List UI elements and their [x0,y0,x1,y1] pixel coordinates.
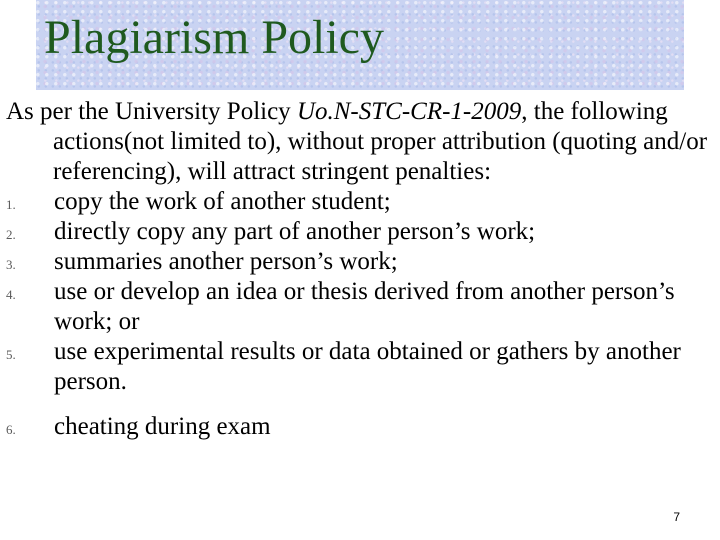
list-item-number: 3. [6,257,16,272]
list-item-number: 1. [6,197,16,212]
list-item-number: 5. [6,347,16,362]
list-item [6,412,714,442]
policy-code: Uo.N-STC-CR-1-2009 [296,98,522,125]
list-item [6,247,714,277]
page-number: 7 [673,510,680,524]
list-item-text: copy the work of another student; [54,188,391,215]
list-item-text: cheating during exam [54,413,271,440]
list-item [6,217,714,247]
list-item-number: 6. [6,422,16,437]
intro-paragraph [6,97,714,187]
list-item-text: directly copy any part of another person’s work; [54,218,536,245]
slide-body [6,97,714,442]
list-item [6,337,714,397]
intro-text-start: As per the University Policy [6,98,297,125]
list-item-text: use or develop an idea or thesis derived from another person’s work; or [54,278,675,335]
list-item-text: summaries another person’s work; [54,248,398,275]
list-item-text: use experimental results or data obtained or gathers by another person. [54,338,681,395]
list-item [6,187,714,217]
intro-text-end: , the following actions(not limited to), without proper attribution (quoting and/or referencing), will attract stringent penalties: [53,98,708,185]
slide-title: Plagiarism Policy [44,11,384,64]
list-item-number: 2. [6,227,16,242]
list-item-number: 4. [6,287,16,302]
list-item [6,277,714,337]
penalty-list [6,187,714,442]
